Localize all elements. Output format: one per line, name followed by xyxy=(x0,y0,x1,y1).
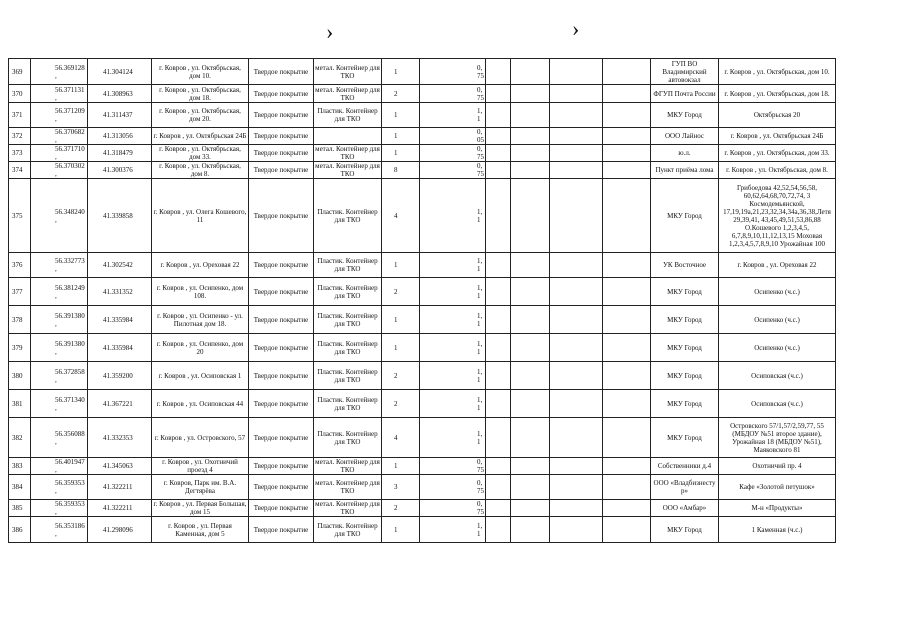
cell-empty xyxy=(486,306,511,334)
cell-empty xyxy=(486,85,511,103)
margin-mark-left: › xyxy=(326,19,334,44)
cell-empty xyxy=(603,334,651,362)
cell-empty xyxy=(486,278,511,306)
cell-empty xyxy=(550,278,603,306)
cell-lat: 56.381249, xyxy=(31,278,88,306)
cell-lat: 56.372858, xyxy=(31,362,88,390)
cell-volume: 0,75 xyxy=(420,162,486,179)
cell-num: 370 xyxy=(9,85,31,103)
cell-empty xyxy=(486,362,511,390)
cell-num: 374 xyxy=(9,162,31,179)
cell-empty xyxy=(511,59,550,85)
cell-lat: 56.391380, xyxy=(31,306,88,334)
table-row xyxy=(9,306,836,334)
cell-empty xyxy=(511,418,550,458)
cell-empty xyxy=(603,103,651,128)
cell-address: г. Ковров , ул. Охотничий проезд 4 xyxy=(152,458,249,475)
cell-source: г. Ковров , ул. Октябрьская 24Б xyxy=(719,128,836,145)
cell-lat: 56.371710, xyxy=(31,145,88,162)
cell-lon: 41.318479 xyxy=(88,145,152,162)
cell-volume: 1,1 xyxy=(420,179,486,253)
cell-lon: 41.335984 xyxy=(88,334,152,362)
cell-owner: МКУ Город xyxy=(651,103,719,128)
cell-surface: Твердое покрытие xyxy=(249,390,314,418)
cell-source: г. Ковров , ул. Ореховая 22 xyxy=(719,253,836,278)
cell-qty: 1 xyxy=(382,145,420,162)
table-row xyxy=(9,362,836,390)
table-row xyxy=(9,85,836,103)
cell-surface: Твердое покрытие xyxy=(249,306,314,334)
cell-num: 386 xyxy=(9,517,31,543)
cell-num: 375 xyxy=(9,179,31,253)
cell-source: М-н «Продукты» xyxy=(719,500,836,517)
cell-owner: ю.л. xyxy=(651,145,719,162)
cell-container: метал. Контейнер для ТКО xyxy=(315,458,380,474)
cell-address: г. Ковров , ул. Октябрьская, дом 8. xyxy=(152,162,249,179)
cell-lon: 41.302542 xyxy=(88,253,152,278)
table-row xyxy=(9,128,836,145)
cell-empty xyxy=(550,517,603,543)
cell-volume: 1,1 xyxy=(420,517,486,543)
cell-container: Пластик. Контейнер для ТКО xyxy=(314,278,382,306)
cell-container: Пластик. Контейнер для ТКО xyxy=(314,103,382,128)
cell-empty xyxy=(511,103,550,128)
cell-empty xyxy=(603,306,651,334)
cell-source: Осиповская (ч.с.) xyxy=(719,390,836,418)
cell-num: 382 xyxy=(9,418,31,458)
cell-lon: 41.308963 xyxy=(88,85,152,103)
cell-surface: Твердое покрытие xyxy=(249,517,314,543)
cell-empty xyxy=(486,253,511,278)
cell-source: Островского 57/1,57/2,59,77, 55 (МБДОУ №51 второе здание), Урожайная 18 (МБДОУ №51), Маяковского 81 xyxy=(719,418,836,458)
cell-owner: ООО «Владбизнесту р» xyxy=(651,475,719,500)
cell-volume: 1,1 xyxy=(420,418,486,458)
cell-empty xyxy=(550,334,603,362)
cell-empty xyxy=(486,475,511,500)
table-row xyxy=(9,103,836,128)
cell-address: г. Ковров , ул. Октябрьская, дом 20. xyxy=(152,103,249,128)
cell-owner: МКУ Город xyxy=(651,517,719,543)
cell-empty xyxy=(486,59,511,85)
cell-address: г. Ковров , ул. Первая Каменная, дом 5 xyxy=(152,517,249,543)
cell-lon: 41.300376 xyxy=(88,162,152,179)
cell-lon: 41.298096 xyxy=(88,517,152,543)
cell-lon: 41.359200 xyxy=(88,362,152,390)
cell-volume: 0,75 xyxy=(420,500,486,517)
cell-empty xyxy=(486,128,511,145)
cell-empty xyxy=(550,306,603,334)
table-row xyxy=(9,418,836,458)
cell-empty xyxy=(486,334,511,362)
cell-volume: 1,1 xyxy=(420,306,486,334)
cell-qty: 4 xyxy=(382,418,420,458)
cell-lon: 41.339858 xyxy=(88,179,152,253)
cell-source: Осиповская (ч.с.) xyxy=(719,362,836,390)
cell-surface: Твердое покрытие xyxy=(249,128,314,145)
cell-empty xyxy=(550,103,603,128)
cell-address: г. Ковров , ул. Октябрьская 24Б xyxy=(152,128,249,145)
cell-lat: 56.370302, xyxy=(31,162,88,179)
cell-empty xyxy=(486,517,511,543)
cell-qty: 8 xyxy=(382,162,420,179)
cell-volume: 0,75 xyxy=(420,145,486,162)
cell-address: г. Ковров , ул. Октябрьская, дом 33. xyxy=(152,145,249,162)
cell-owner: МКУ Город xyxy=(651,362,719,390)
cell-empty xyxy=(550,475,603,500)
cell-empty xyxy=(603,278,651,306)
cell-empty xyxy=(603,458,651,475)
cell-qty: 2 xyxy=(382,362,420,390)
cell-empty xyxy=(511,162,550,179)
cell-qty: 1 xyxy=(382,103,420,128)
cell-empty xyxy=(486,500,511,517)
cell-surface: Твердое покрытие xyxy=(249,85,314,103)
cell-lat: 56.371209, xyxy=(31,103,88,128)
cell-qty: 1 xyxy=(382,517,420,543)
cell-volume: 0,75 xyxy=(420,475,486,500)
cell-address: г. Ковров , ул. Островского, 57 xyxy=(152,418,249,458)
cell-empty xyxy=(603,500,651,517)
cell-empty xyxy=(550,500,603,517)
cell-surface: Твердое покрытие xyxy=(249,179,314,253)
cell-container: метал. Контейнер для ТКО xyxy=(315,85,380,102)
cell-empty xyxy=(550,179,603,253)
cell-surface: Твердое покрытие xyxy=(249,103,314,128)
cell-lat: 56.371340, xyxy=(31,390,88,418)
cell-surface: Твердое покрытие xyxy=(249,418,314,458)
cell-owner: Пункт приёма лома xyxy=(651,162,719,179)
cell-lat: 56.353186, xyxy=(31,517,88,543)
cell-owner: Собственники д.4 xyxy=(651,458,719,475)
cell-owner: ООО Лайнос xyxy=(651,128,719,145)
cell-num: 385 xyxy=(9,500,31,517)
cell-lon: 41.304124 xyxy=(88,59,152,85)
cell-qty: 2 xyxy=(382,278,420,306)
cell-surface: Твердое покрытие xyxy=(249,475,314,500)
cell-num: 373 xyxy=(9,145,31,162)
cell-empty xyxy=(511,179,550,253)
cell-lon: 41.335984 xyxy=(88,306,152,334)
cell-empty xyxy=(603,253,651,278)
cell-container: Пластик. Контейнер для ТКО xyxy=(314,418,382,458)
cell-empty xyxy=(486,418,511,458)
cell-lat: 56.348240, xyxy=(31,179,88,253)
cell-owner: УК Восточное xyxy=(651,253,719,278)
cell-qty: 1 xyxy=(382,59,420,85)
cell-volume: 1,1 xyxy=(420,334,486,362)
cell-volume: 1,1 xyxy=(420,253,486,278)
cell-container: Пластик. Контейнер для ТКО xyxy=(314,179,382,253)
cell-lon: 41.345063 xyxy=(88,458,152,475)
cell-lat: 56.332773, xyxy=(31,253,88,278)
cell-num: 377 xyxy=(9,278,31,306)
cell-owner: ФГУП Почта России xyxy=(651,85,719,103)
cell-empty xyxy=(511,128,550,145)
cell-surface: Твердое покрытие xyxy=(249,500,314,517)
cell-source: Осипенко (ч.с.) xyxy=(719,334,836,362)
cell-num: 383 xyxy=(9,458,31,475)
cell-container: Пластик. Контейнер для ТКО xyxy=(314,517,382,543)
waste-sites-table xyxy=(8,58,836,543)
cell-source: г. Ковров , ул. Октябрьская, дом 18. xyxy=(719,85,836,103)
cell-address: г. Ковров , ул. Осипенко, дом 108. xyxy=(152,278,249,306)
cell-owner: МКУ Город xyxy=(651,306,719,334)
cell-address: г. Ковров , ул. Осиповская 44 xyxy=(152,390,249,418)
cell-lon: 41.367221 xyxy=(88,390,152,418)
cell-empty xyxy=(511,475,550,500)
table-row xyxy=(9,334,836,362)
cell-container: Пластик. Контейнер для ТКО xyxy=(314,306,382,334)
cell-address: г. Ковров , ул. Осипенко - ул. Пилотная дом 18. xyxy=(152,306,249,334)
table-body xyxy=(9,59,836,543)
cell-address: г. Ковров , ул. Олега Кошевого, 11 xyxy=(152,179,249,253)
cell-empty xyxy=(603,162,651,179)
cell-lon: 41.322211 xyxy=(88,500,152,517)
cell-empty xyxy=(603,475,651,500)
cell-empty xyxy=(511,500,550,517)
cell-qty: 2 xyxy=(382,390,420,418)
cell-source: 1 Каменная (ч.с.) xyxy=(719,517,836,543)
cell-qty: 1 xyxy=(382,128,420,145)
cell-address: г. Ковров , ул. Октябрьская, дом 10. xyxy=(152,59,249,85)
cell-lat: 56.370682, xyxy=(31,128,88,145)
cell-empty xyxy=(603,145,651,162)
cell-owner: МКУ Город xyxy=(651,418,719,458)
table-row xyxy=(9,278,836,306)
cell-empty xyxy=(550,362,603,390)
cell-qty: 2 xyxy=(382,85,420,103)
cell-surface: Твердое покрытие xyxy=(249,253,314,278)
cell-owner: МКУ Город xyxy=(651,390,719,418)
cell-lon: 41.311437 xyxy=(88,103,152,128)
cell-empty xyxy=(511,362,550,390)
cell-container: метал. Контейнер для ТКО xyxy=(314,59,382,85)
cell-empty xyxy=(550,162,603,179)
cell-empty xyxy=(550,458,603,475)
cell-source: Осипенко (ч.с.) xyxy=(719,278,836,306)
cell-container: Пластик. Контейнер для ТКО xyxy=(314,390,382,418)
cell-empty xyxy=(603,59,651,85)
cell-owner: МКУ Город xyxy=(651,179,719,253)
cell-empty xyxy=(486,103,511,128)
cell-qty: 2 xyxy=(382,500,420,517)
cell-source: Грибоедова 42,52,54,56,58, 60,62,64,68,70,72,74, 3 Космодемьянской, 17,19,19а,21,23,32,34,34а,36,38,Летя 29,39,41, 43,45,49,51,53,86,88 О.Кошевого 1,2,3,4,5, 6,7,8,9,10,11,12,13,15 Моховая 1,2,3,4,5,7,8,9,10 Урожайная 100 xyxy=(719,179,836,253)
cell-num: 381 xyxy=(9,390,31,418)
cell-empty xyxy=(486,458,511,475)
cell-qty: 1 xyxy=(382,306,420,334)
cell-container: метал. Контейнер для ТКО xyxy=(315,145,380,161)
cell-surface: Твердое покрытие xyxy=(249,334,314,362)
cell-num: 369 xyxy=(9,59,31,85)
cell-surface: Твердое покрытие xyxy=(249,162,314,179)
cell-empty xyxy=(486,145,511,162)
cell-qty: 3 xyxy=(382,475,420,500)
cell-empty xyxy=(511,253,550,278)
table-row xyxy=(9,458,836,475)
cell-lat: 56.391380, xyxy=(31,334,88,362)
cell-num: 384 xyxy=(9,475,31,500)
cell-qty: 4 xyxy=(382,179,420,253)
cell-empty xyxy=(603,418,651,458)
cell-source: г. Ковров , ул. Октябрьская, дом 8. xyxy=(719,162,836,179)
table-row xyxy=(9,145,836,162)
cell-empty xyxy=(550,128,603,145)
cell-container: Пластик. Контейнер для ТКО xyxy=(314,362,382,390)
cell-surface: Твердое покрытие xyxy=(249,278,314,306)
cell-lat: 56.359353, xyxy=(31,500,88,517)
cell-empty xyxy=(603,390,651,418)
table-row xyxy=(9,475,836,500)
cell-address: г. Ковров , ул. Первая Большая, дом 15 xyxy=(152,500,249,517)
cell-empty xyxy=(511,306,550,334)
cell-container: метал. Контейнер для ТКО xyxy=(314,475,382,500)
cell-lat: 56.369128, xyxy=(31,59,88,85)
cell-source: г. Ковров , ул. Октябрьская, дом 33. xyxy=(719,145,836,162)
cell-empty xyxy=(550,418,603,458)
cell-qty: 1 xyxy=(382,334,420,362)
cell-num: 371 xyxy=(9,103,31,128)
cell-empty xyxy=(511,390,550,418)
cell-surface: Твердое покрытие xyxy=(249,59,314,85)
cell-empty xyxy=(486,162,511,179)
cell-container xyxy=(314,128,382,145)
cell-container: метал. Контейнер для ТКО xyxy=(315,500,380,516)
cell-lat: 56.371131, xyxy=(31,85,88,103)
cell-lat: 56.401947, xyxy=(31,458,88,475)
cell-empty xyxy=(603,362,651,390)
cell-volume: 0,75 xyxy=(420,85,486,103)
cell-empty xyxy=(550,390,603,418)
cell-empty xyxy=(603,179,651,253)
cell-address: г. Ковров , ул. Октябрьская, дом 18. xyxy=(152,85,249,103)
cell-num: 379 xyxy=(9,334,31,362)
cell-empty xyxy=(511,458,550,475)
cell-empty xyxy=(511,85,550,103)
table-row xyxy=(9,500,836,517)
cell-address: г. Ковров , ул. Осипенко, дом 20 xyxy=(152,334,249,362)
cell-empty xyxy=(511,517,550,543)
cell-num: 376 xyxy=(9,253,31,278)
margin-mark-right: › xyxy=(572,16,580,41)
cell-empty xyxy=(550,253,603,278)
cell-address: г. Ковров, Парк им. В.А. Дегтярёва xyxy=(152,475,249,500)
cell-empty xyxy=(511,145,550,162)
cell-volume: 1,1 xyxy=(420,278,486,306)
cell-lat: 56.356088, xyxy=(31,418,88,458)
cell-empty xyxy=(550,85,603,103)
table-row xyxy=(9,162,836,179)
cell-empty xyxy=(550,145,603,162)
cell-empty xyxy=(603,517,651,543)
cell-owner: ГУП ВО Владимирский автовокзал xyxy=(651,59,719,85)
table-row xyxy=(9,253,836,278)
cell-empty xyxy=(603,85,651,103)
cell-container: Пластик. Контейнер для ТКО xyxy=(314,253,382,278)
cell-empty xyxy=(603,128,651,145)
cell-qty: 1 xyxy=(382,253,420,278)
cell-empty xyxy=(550,59,603,85)
cell-owner: ООО «Амбар» xyxy=(651,500,719,517)
table-row xyxy=(9,517,836,543)
cell-lat: 56.359353, xyxy=(31,475,88,500)
cell-lon: 41.331352 xyxy=(88,278,152,306)
table-row xyxy=(9,390,836,418)
cell-surface: Твердое покрытие xyxy=(249,458,314,475)
cell-source: Кафе «Золотой петушок» xyxy=(719,475,836,500)
cell-source: г. Ковров , ул. Октябрьская, дом 10. xyxy=(719,59,836,85)
cell-num: 380 xyxy=(9,362,31,390)
cell-empty xyxy=(486,390,511,418)
cell-num: 372 xyxy=(9,128,31,145)
cell-surface: Твердое покрытие xyxy=(249,145,314,162)
cell-lon: 41.313056 xyxy=(88,128,152,145)
cell-num: 378 xyxy=(9,306,31,334)
cell-address: г. Ковров , ул. Осиповская 1 xyxy=(152,362,249,390)
cell-volume: 1,1 xyxy=(420,362,486,390)
cell-empty xyxy=(486,179,511,253)
cell-lon: 41.322211 xyxy=(88,475,152,500)
table-row xyxy=(9,179,836,253)
cell-volume: 0,75 xyxy=(420,59,486,85)
cell-source: Октябрьская 20 xyxy=(719,103,836,128)
cell-qty: 1 xyxy=(382,458,420,475)
cell-lon: 41.332353 xyxy=(88,418,152,458)
cell-container: метал. Контейнер для ТКО xyxy=(315,162,380,178)
table-row xyxy=(9,59,836,85)
cell-empty xyxy=(511,278,550,306)
cell-volume: 1,1 xyxy=(420,390,486,418)
cell-source: Охотничий пр. 4 xyxy=(719,458,836,475)
cell-source: Осипенко (ч.с.) xyxy=(719,306,836,334)
cell-volume: 1,1 xyxy=(420,103,486,128)
cell-volume: 0,05 xyxy=(420,128,486,145)
cell-empty xyxy=(511,334,550,362)
cell-volume: 0,75 xyxy=(420,458,486,475)
cell-container: Пластик. Контейнер для ТКО xyxy=(314,334,382,362)
cell-owner: МКУ Город xyxy=(651,278,719,306)
cell-owner: МКУ Город xyxy=(651,334,719,362)
cell-surface: Твердое покрытие xyxy=(249,362,314,390)
cell-address: г. Ковров , ул. Ореховая 22 xyxy=(152,253,249,278)
